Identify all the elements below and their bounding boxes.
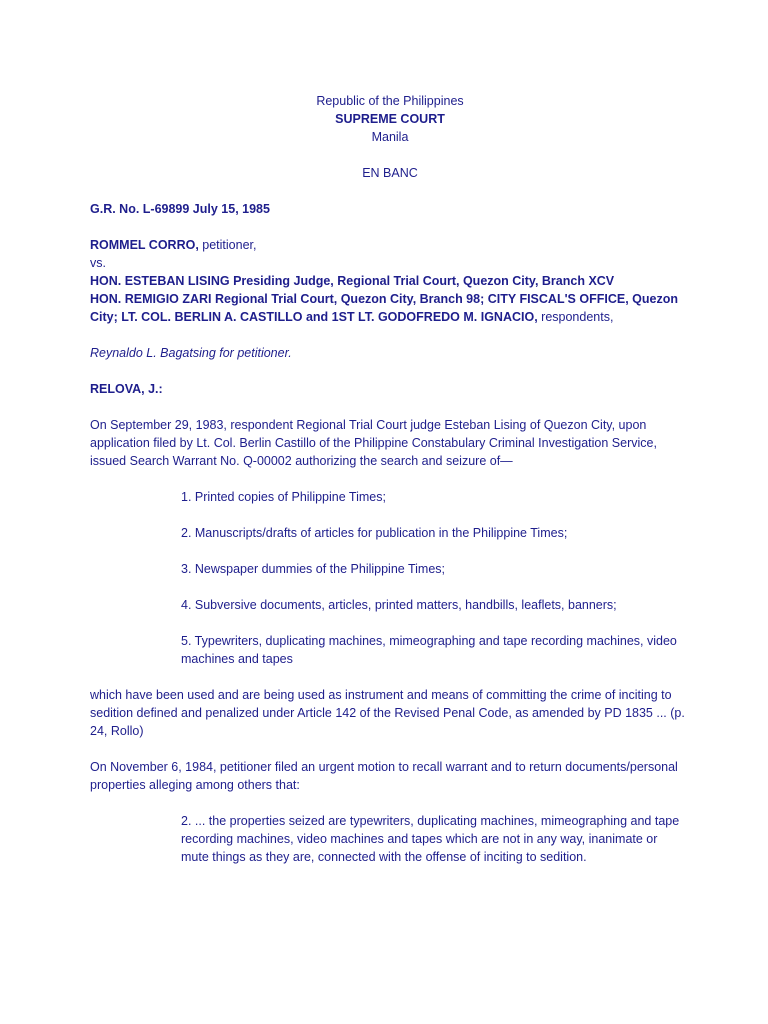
ponente — [90, 380, 690, 398]
city-line: Manila — [371, 130, 409, 144]
paragraph-3: On November 6, 1984, petitioner filed an urgent motion to recall warrant and to return documents/personal properties alleging among others that: — [90, 760, 678, 792]
counsel-line: Reynaldo L. Bagatsing for petitioner. — [90, 346, 292, 360]
respondents-names: HON. REMIGIO ZARI Regional Trial Court, Quezon City, Branch 98; CITY FISCAL'S OFFICE, Quezon City; LT. COL. BERLIN A. CASTILLO and 1ST LT. GODOFREDO M. IGNACIO, — [90, 292, 678, 324]
respondents-role: respondents, — [537, 310, 614, 324]
list-item: 1. Printed copies of Philippine Times; — [181, 490, 386, 504]
petitioner-line — [90, 236, 690, 254]
list-item: 2. Manuscripts/drafts of articles for publication in the Philippine Times; — [181, 526, 568, 540]
case-parties — [90, 236, 690, 326]
document-header — [90, 92, 690, 182]
republic-line: Republic of the Philippines — [316, 94, 464, 108]
seized-items-list — [90, 488, 690, 668]
respondents-line-1: HON. ESTEBAN LISING Presiding Judge, Regional Trial Court, Quezon City, Branch XCV — [90, 274, 615, 288]
versus-line: vs. — [90, 256, 106, 270]
case-number: G.R. No. L-69899 July 15, 1985 — [90, 202, 270, 216]
list-item: 4. Subversive documents, articles, printed matters, handbills, leaflets, banners; — [181, 598, 617, 612]
paragraph-1: On September 29, 1983, respondent Regional Trial Court judge Esteban Lising of Quezon City, upon application filed by Lt. Col. Berlin Castillo of the Philippine Constabulary Criminal Investigation Service, issued Search Warrant No. Q-00002 authorizing the search and seizure of— — [90, 418, 657, 468]
quoted-allegation: 2. ... the properties seized are typewriters, duplicating machines, mimeographing and tape recording machines, video machines and tapes which are not in any way, inanimate or mute things as they are, connected with the offense of inciting to sedition. — [181, 814, 680, 864]
division-line: EN BANC — [362, 166, 418, 180]
petitioner-role: petitioner, — [198, 238, 257, 252]
document-content — [90, 92, 690, 884]
paragraph-2: which have been used and are being used as instrument and means of committing the crime of inciting to sedition defined and penalized under Article 142 of the Revised Penal Code, as amended by PD 1835 ... (p. 24, Rollo) — [90, 688, 685, 738]
list-item: 3. Newspaper dummies of the Philippine Times; — [181, 562, 446, 576]
ponente-text: RELOVA, J.: — [90, 382, 163, 396]
court-name: SUPREME COURT — [335, 112, 445, 126]
petitioner-name: ROMMEL CORRO, — [90, 238, 199, 252]
respondents-line-2 — [90, 290, 690, 326]
list-item: 5. Typewriters, duplicating machines, mimeographing and tape recording machines, video machines and tapes — [181, 634, 677, 666]
